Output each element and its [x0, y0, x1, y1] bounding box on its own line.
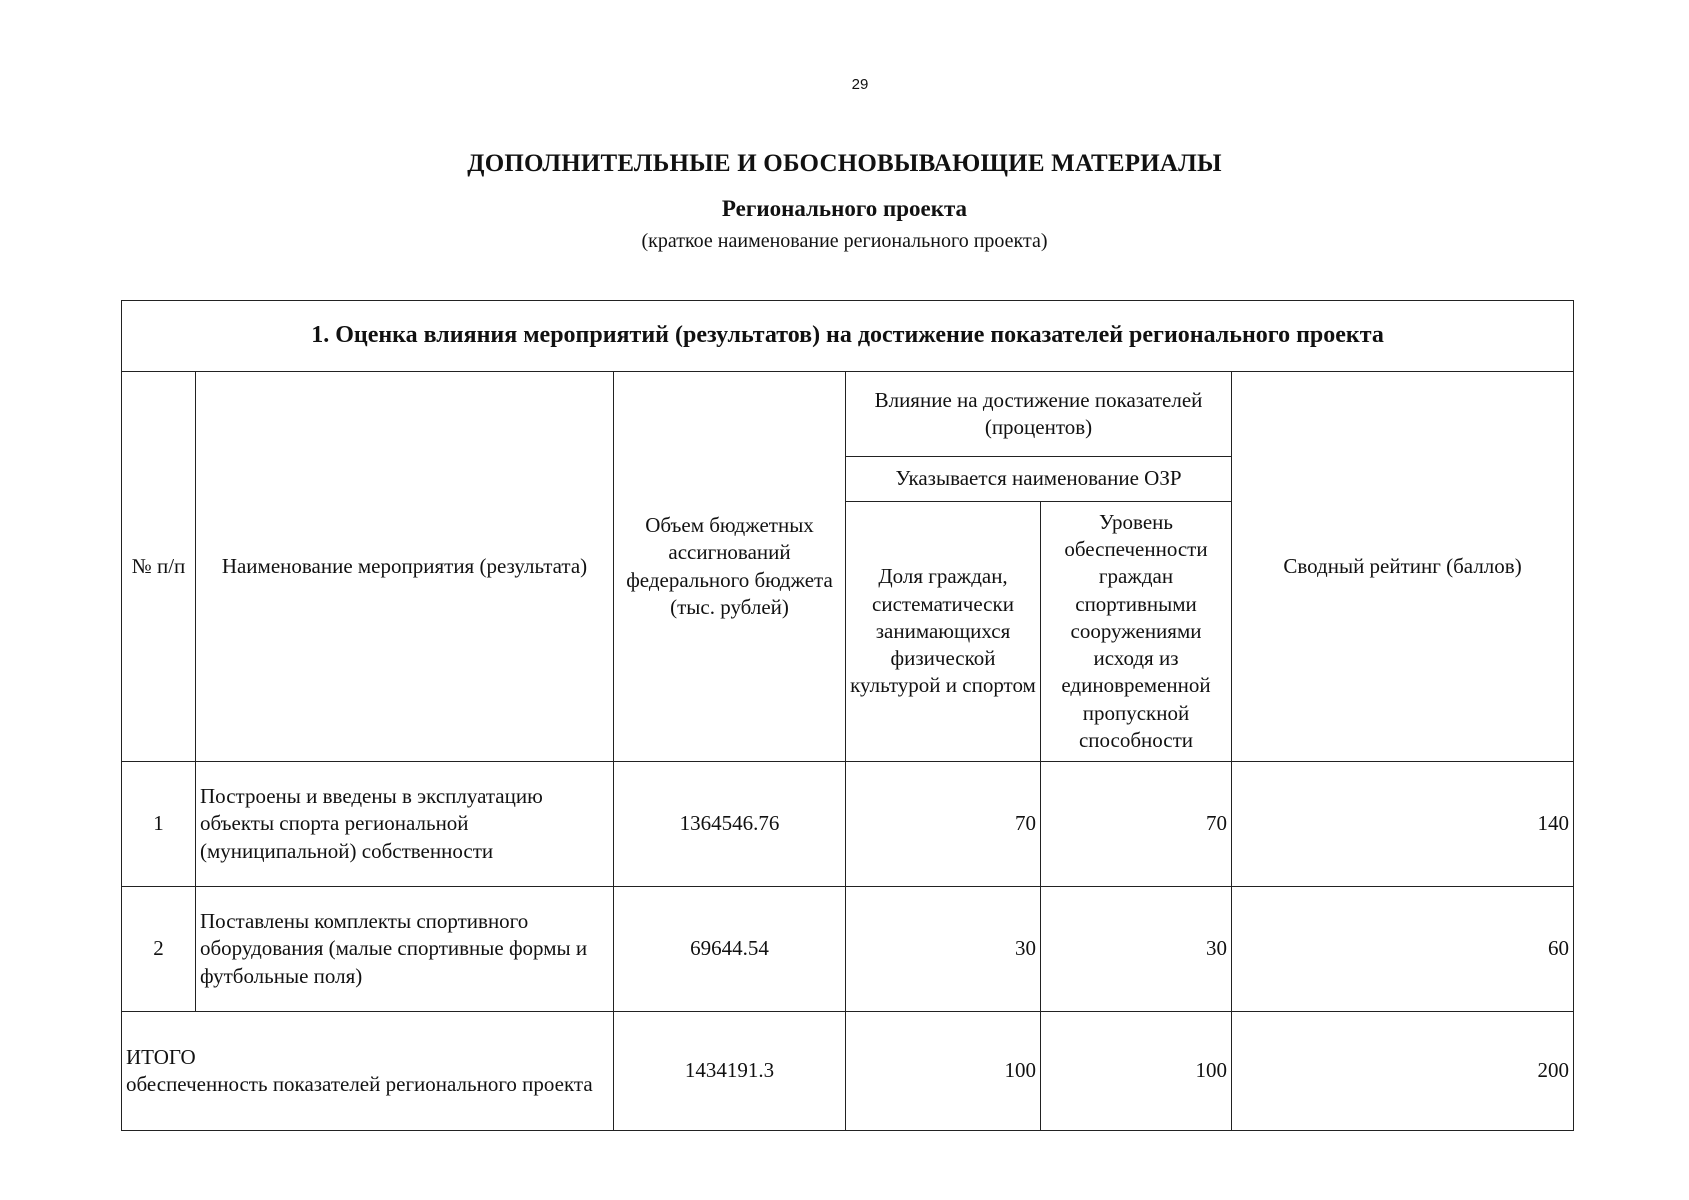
row-indicator-1: 70 [846, 762, 1041, 887]
header-name: Наименование мероприятия (результата) [196, 372, 614, 762]
row-name: Построены и введены в эксплуатацию объекты спорта региональной (муниципальной) собственности [196, 762, 614, 887]
total-rating: 200 [1232, 1012, 1574, 1131]
subtitle-note: (краткое наименование регионального проекта) [641, 230, 1048, 252]
table-section-title-row [122, 301, 1574, 372]
row-number: 1 [122, 762, 196, 887]
total-description: обеспеченность показателей регионального проекта [126, 1072, 593, 1096]
document-title: ДОПОЛНИТЕЛЬНЫЕ И ОБОСНОВЫВАЮЩИЕ МАТЕРИАЛЫ [467, 150, 1222, 177]
row-indicator-2: 70 [1041, 762, 1232, 887]
table-row [122, 762, 1574, 887]
row-budget: 1364546.76 [614, 762, 846, 887]
row-rating: 60 [1232, 887, 1574, 1012]
header-indicator-1: Доля граждан, систематически занимающихся физической культурой и спортом [846, 502, 1041, 762]
row-rating: 140 [1232, 762, 1574, 887]
page-number: 29 [851, 76, 869, 93]
total-label: ИТОГО [126, 1044, 196, 1069]
header-ozr: Указывается наименование ОЗР [846, 457, 1232, 502]
row-indicator-1: 30 [846, 887, 1041, 1012]
header-budget: Объем бюджетных ассигнований федерального бюджета (тыс. рублей) [614, 372, 846, 762]
row-name: Поставлены комплекты спортивного оборудования (малые спортивные формы и футбольные поля) [196, 887, 614, 1012]
total-label-cell [122, 1012, 614, 1131]
total-indicator-2: 100 [1041, 1012, 1232, 1131]
impact-assessment-table [121, 300, 1574, 1131]
total-budget: 1434191.3 [614, 1012, 846, 1131]
header-indicator-2: Уровень обеспеченности граждан спортивными сооружениями исходя из единовременной пропускной способности [1041, 502, 1232, 762]
row-indicator-2: 30 [1041, 887, 1232, 1012]
table-header-row [122, 372, 1574, 457]
total-indicator-1: 100 [846, 1012, 1041, 1131]
header-influence: Влияние на достижение показателей (процентов) [846, 372, 1232, 457]
document-subtitle: Регионального проекта [721, 196, 968, 221]
header-rating: Сводный рейтинг (баллов) [1232, 372, 1574, 762]
table-total-row [122, 1012, 1574, 1131]
header-number: № п/п [122, 372, 196, 762]
table-row [122, 887, 1574, 1012]
row-budget: 69644.54 [614, 887, 846, 1012]
section-title: 1. Оценка влияния мероприятий (результатов) на достижение показателей регионального проекта [122, 301, 1574, 372]
row-number: 2 [122, 887, 196, 1012]
